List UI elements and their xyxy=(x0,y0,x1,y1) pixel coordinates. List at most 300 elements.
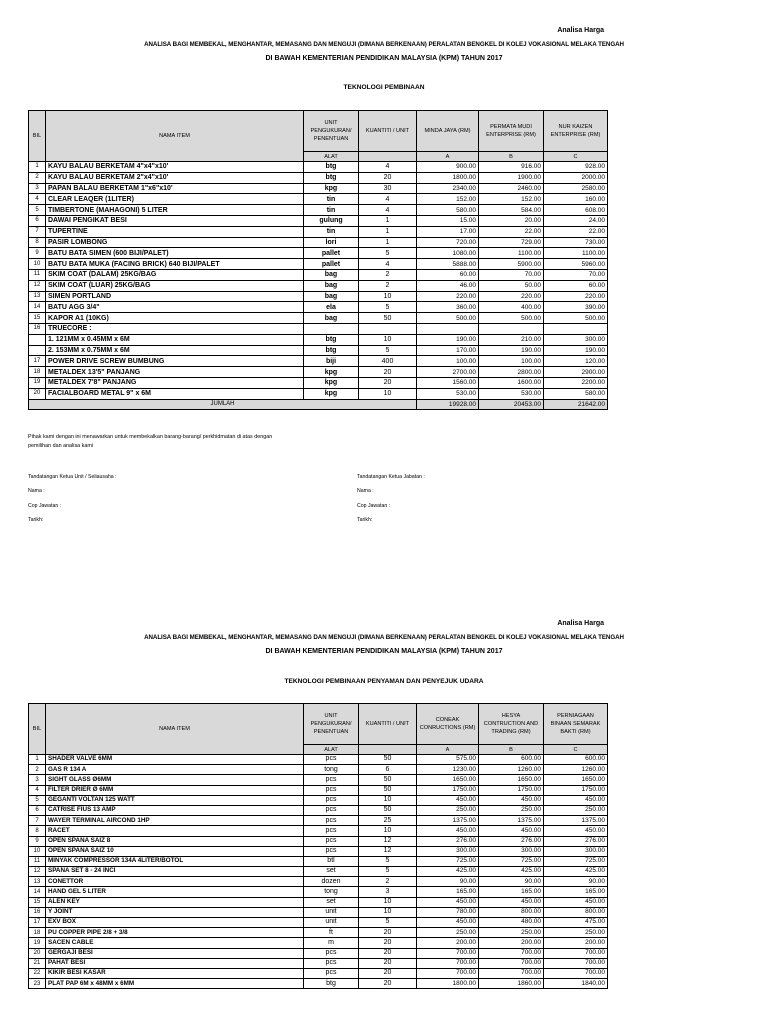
sign-left-nama: Nama : xyxy=(28,488,45,494)
row-qty: 20 xyxy=(359,938,417,948)
row-price-c: 220.00 xyxy=(544,291,608,302)
top-right-label: Analisa Harga xyxy=(557,27,604,34)
row-unit: btg xyxy=(304,172,359,183)
row-price-b: 50.00 xyxy=(479,280,544,291)
row-price-b: 480.00 xyxy=(479,918,544,928)
row-price-a: 190.00 xyxy=(417,334,479,345)
row-price-a: 450.00 xyxy=(417,897,479,907)
table-row xyxy=(29,856,608,866)
row-price-c xyxy=(544,323,608,334)
row-price-c: 725.00 xyxy=(544,856,608,866)
table-row xyxy=(29,183,608,194)
row-item-name: 2. 153MM x 0.75MM x 6M xyxy=(46,345,304,356)
row-qty: 2 xyxy=(359,877,417,887)
row-qty: 10 xyxy=(359,907,417,917)
row-bil: 3 xyxy=(29,775,46,785)
row-item-name: KIKIR BESI KASAR xyxy=(46,968,304,978)
row-price-b: 2460.00 xyxy=(479,183,544,194)
table-row xyxy=(29,877,608,887)
sign-right-nama: Nama : xyxy=(357,488,374,494)
table-row xyxy=(29,302,608,313)
row-price-c: 928.00 xyxy=(544,162,608,173)
row-bil: 1 xyxy=(29,755,46,765)
row-bil: 10 xyxy=(29,846,46,856)
row-price-a: 220.00 xyxy=(417,291,479,302)
row-price-c: 276.00 xyxy=(544,836,608,846)
table-row xyxy=(29,248,608,259)
row-bil: 1 xyxy=(29,162,46,173)
row-unit: dozen xyxy=(304,877,359,887)
row-price-b: 400.00 xyxy=(479,302,544,313)
row-unit: kpg xyxy=(304,367,359,378)
row-bil: 18 xyxy=(29,367,46,378)
row-qty: 1 xyxy=(359,215,417,226)
row-item-name: 1. 121MM x 0.45MM x 6M xyxy=(46,334,304,345)
price-table-2 xyxy=(28,703,608,989)
row-item-name: CLEAR LEAQER (1LITER) xyxy=(46,194,304,205)
row-item-name: POWER DRIVE SCREW BUMBUNG xyxy=(46,356,304,367)
row-price-c: 250.00 xyxy=(544,805,608,815)
row-unit: pallet xyxy=(304,259,359,270)
row-unit: ft xyxy=(304,928,359,938)
row-qty: 20 xyxy=(359,377,417,388)
row-price-b: 916.00 xyxy=(479,162,544,173)
row-qty: 10 xyxy=(359,334,417,345)
t2-col-supplier-a: CONEAK CONRUCTIONS (RM) xyxy=(417,704,479,745)
row-bil: 13 xyxy=(29,877,46,887)
row-price-a: 1080.00 xyxy=(417,248,479,259)
row-price-a: 450.00 xyxy=(417,918,479,928)
row-item-name: OPEN SPANA SAIZ 10 xyxy=(46,846,304,856)
row-price-a: 580.00 xyxy=(417,205,479,216)
row-bil: 10 xyxy=(29,259,46,270)
row-price-c: 300.00 xyxy=(544,846,608,856)
row-qty: 1 xyxy=(359,226,417,237)
row-item-name: FILTER DRIER Ø 6MM xyxy=(46,785,304,795)
row-item-name: Y JOINT xyxy=(46,907,304,917)
row-bil: 14 xyxy=(29,302,46,313)
table-row xyxy=(29,795,608,805)
table-row xyxy=(29,755,608,765)
row-price-c: 580.00 xyxy=(544,388,608,399)
row-unit: pcs xyxy=(304,785,359,795)
table-row xyxy=(29,816,608,826)
row-unit: kpg xyxy=(304,388,359,399)
t2-col-bil: BIL xyxy=(29,704,46,755)
row-bil: 4 xyxy=(29,785,46,795)
row-price-c: 1750.00 xyxy=(544,785,608,795)
row-price-b: 20.00 xyxy=(479,215,544,226)
row-price-c: 700.00 xyxy=(544,948,608,958)
row-price-b: 100.00 xyxy=(479,356,544,367)
row-price-b: 800.00 xyxy=(479,907,544,917)
table-row xyxy=(29,826,608,836)
total-b: 20453.00 xyxy=(479,399,544,410)
row-price-a: 165.00 xyxy=(417,887,479,897)
total-c: 21642.00 xyxy=(544,399,608,410)
row-price-b: 1860.00 xyxy=(479,979,544,989)
row-price-b: 500.00 xyxy=(479,313,544,324)
table-row xyxy=(29,215,608,226)
sign-right-tarikh: Tarikh: xyxy=(357,517,373,523)
row-unit: bag xyxy=(304,269,359,280)
row-unit: bag xyxy=(304,313,359,324)
row-item-name: OPEN SPANA SAIZ 8 xyxy=(46,836,304,846)
row-unit: pcs xyxy=(304,968,359,978)
row-price-c: 70.00 xyxy=(544,269,608,280)
row-item-name: PU COPPER PIPE 2/8 + 3/8 xyxy=(46,928,304,938)
row-price-a: 1230.00 xyxy=(417,765,479,775)
table-row xyxy=(29,948,608,958)
table-row xyxy=(29,785,608,795)
table-2-body xyxy=(29,755,608,989)
row-qty: 5 xyxy=(359,856,417,866)
row-qty: 5 xyxy=(359,345,417,356)
table-row xyxy=(29,194,608,205)
row-price-a: 900.00 xyxy=(417,162,479,173)
row-item-name: ALEN KEY xyxy=(46,897,304,907)
row-price-b: 1100.00 xyxy=(479,248,544,259)
row-qty: 20 xyxy=(359,979,417,989)
row-item-name: SKIM COAT (DALAM) 25KG/BAG xyxy=(46,269,304,280)
table-row xyxy=(29,897,608,907)
row-unit: set xyxy=(304,867,359,877)
row-item-name: SIGHT GLASS Ø6MM xyxy=(46,775,304,785)
row-price-c: 120.00 xyxy=(544,356,608,367)
row-price-b: 152.00 xyxy=(479,194,544,205)
table-row xyxy=(29,388,608,399)
row-bil: 16 xyxy=(29,907,46,917)
t2-col-a-code: A xyxy=(417,745,479,755)
table-row xyxy=(29,805,608,815)
sign-right-cop: Cop Jawatan : xyxy=(357,503,391,509)
table-row xyxy=(29,237,608,248)
row-qty: 50 xyxy=(359,775,417,785)
row-price-c: 250.00 xyxy=(544,928,608,938)
row-unit: bag xyxy=(304,280,359,291)
col-supplier-b: PERMATA MUDI ENTERPRISE (RM) xyxy=(479,111,544,152)
row-unit: pcs xyxy=(304,836,359,846)
row-item-name: KAPOR A1 (10KG) xyxy=(46,313,304,324)
row-price-a: 100.00 xyxy=(417,356,479,367)
row-qty: 4 xyxy=(359,205,417,216)
row-qty: 20 xyxy=(359,928,417,938)
row-item-name: FACIALBOARD METAL 9" x 6M xyxy=(46,388,304,399)
row-bil: 7 xyxy=(29,816,46,826)
row-price-a: 2700.00 xyxy=(417,367,479,378)
table-row xyxy=(29,846,608,856)
sign-left-cop: Cop Jawatan : xyxy=(28,503,62,509)
row-price-b: 210.00 xyxy=(479,334,544,345)
row-unit: pcs xyxy=(304,795,359,805)
row-price-b: 450.00 xyxy=(479,826,544,836)
row-price-a: 1800.00 xyxy=(417,979,479,989)
row-bil: 20 xyxy=(29,388,46,399)
row-price-b: 190.00 xyxy=(479,345,544,356)
row-unit: btg xyxy=(304,162,359,173)
row-price-a xyxy=(417,323,479,334)
row-price-c: 2200.00 xyxy=(544,377,608,388)
table-row xyxy=(29,836,608,846)
row-price-c: 500.00 xyxy=(544,313,608,324)
row-item-name: MINYAK COMPRESSOR 134A 4LITER/BOTOL xyxy=(46,856,304,866)
row-price-b: 425.00 xyxy=(479,867,544,877)
col-c-code: C xyxy=(544,152,608,162)
row-qty: 10 xyxy=(359,291,417,302)
row-bil: 19 xyxy=(29,377,46,388)
row-bil: 4 xyxy=(29,194,46,205)
row-unit: pcs xyxy=(304,775,359,785)
row-item-name: SPANA SET 8 - 24 INCI xyxy=(46,867,304,877)
row-item-name: TRUECORE : xyxy=(46,323,304,334)
row-item-name: SKIM COAT (LUAR) 25KG/BAG xyxy=(46,280,304,291)
row-qty: 30 xyxy=(359,183,417,194)
row-price-a: 725.00 xyxy=(417,856,479,866)
row-qty: 20 xyxy=(359,968,417,978)
row-qty: 2 xyxy=(359,280,417,291)
row-unit: set xyxy=(304,897,359,907)
col-kuantiti: KUANTITI / UNIT xyxy=(359,111,417,152)
row-item-name: PLAT PAP 6M x 48MM x 6MM xyxy=(46,979,304,989)
row-qty: 10 xyxy=(359,826,417,836)
row-qty: 4 xyxy=(359,162,417,173)
table-row xyxy=(29,162,608,173)
row-price-b: 700.00 xyxy=(479,958,544,968)
table-row xyxy=(29,907,608,917)
row-qty: 50 xyxy=(359,805,417,815)
col-supplier-c: NUR KAIZEN ENTERPRISE (RM) xyxy=(544,111,608,152)
row-item-name: PAPAN BALAU BERKETAM 1"x6"x10' xyxy=(46,183,304,194)
row-price-b: 725.00 xyxy=(479,856,544,866)
row-item-name: CONETTOR xyxy=(46,877,304,887)
row-price-c: 24.00 xyxy=(544,215,608,226)
row-unit: pcs xyxy=(304,826,359,836)
row-item-name: PAHAT BESI xyxy=(46,958,304,968)
table-row xyxy=(29,979,608,989)
row-unit: pcs xyxy=(304,805,359,815)
table-row xyxy=(29,938,608,948)
row-qty: 4 xyxy=(359,194,417,205)
row-unit: btg xyxy=(304,334,359,345)
row-price-c: 300.00 xyxy=(544,334,608,345)
table-row xyxy=(29,775,608,785)
row-price-b: 250.00 xyxy=(479,805,544,815)
row-item-name: CATRISE FIUS 13 AMP xyxy=(46,805,304,815)
row-price-b: 220.00 xyxy=(479,291,544,302)
t2-col-supplier-b: HESYA CONTRUCTION AND TRADING (RM) xyxy=(479,704,544,745)
row-price-a: 1800.00 xyxy=(417,172,479,183)
row-qty: 3 xyxy=(359,887,417,897)
row-price-a: 170.00 xyxy=(417,345,479,356)
total-a: 19928.00 xyxy=(417,399,479,410)
row-unit: btg xyxy=(304,345,359,356)
offer-note-line1: Pihak kami dengan ini menawarkan untuk membekalkan barang-barang/ perkhidmatan di atas dengan xyxy=(28,434,273,440)
row-item-name: SACEN CABLE xyxy=(46,938,304,948)
sign-left-tarikh: Tarikh: xyxy=(28,517,44,523)
col-bil: BIL xyxy=(29,111,46,162)
row-item-name: DAWAI PENGIKAT BESI xyxy=(46,215,304,226)
doc-title-line1: ANALISA BAGI MEMBEKAL, MENGHANTAR, MEMASANG DAN MENGUJI (DIMANA BERKENAAN) PERALATAN BENGKEL DI KOLEJ VOKASIONAL MELAKA TENGAH xyxy=(144,41,624,48)
doc2-title-line2: DI BAWAH KEMENTERIAN PENDIDIKAN MALAYSIA (KPM) TAHUN 2017 xyxy=(265,648,503,655)
row-unit: gulung xyxy=(304,215,359,226)
row-item-name: GAS R 134 A xyxy=(46,765,304,775)
row-unit: pcs xyxy=(304,816,359,826)
row-price-a: 700.00 xyxy=(417,968,479,978)
row-price-a: 530.00 xyxy=(417,388,479,399)
row-price-b: 70.00 xyxy=(479,269,544,280)
offer-note-line2: pemilihan dan analisa kami xyxy=(28,443,94,449)
row-bil: 20 xyxy=(29,948,46,958)
row-price-a: 1375.00 xyxy=(417,816,479,826)
row-qty: 25 xyxy=(359,816,417,826)
row-price-a: 300.00 xyxy=(417,846,479,856)
row-price-c: 22.00 xyxy=(544,226,608,237)
row-bil: 17 xyxy=(29,356,46,367)
row-qty: 6 xyxy=(359,765,417,775)
row-bil xyxy=(29,334,46,345)
row-price-b: 700.00 xyxy=(479,968,544,978)
row-item-name: BATU AGG 3/4" xyxy=(46,302,304,313)
row-price-c: 1840.00 xyxy=(544,979,608,989)
row-price-b: 22.00 xyxy=(479,226,544,237)
row-price-a: 700.00 xyxy=(417,958,479,968)
row-item-name: PASIR LOMBONG xyxy=(46,237,304,248)
row-price-b: 300.00 xyxy=(479,846,544,856)
t2-col-nama-item: NAMA ITEM xyxy=(46,704,304,755)
row-price-a: 250.00 xyxy=(417,928,479,938)
row-price-c: 1375.00 xyxy=(544,816,608,826)
table-row xyxy=(29,269,608,280)
row-price-a: 425.00 xyxy=(417,867,479,877)
row-bil: 9 xyxy=(29,248,46,259)
row-unit: btg xyxy=(304,979,359,989)
row-price-c: 730.00 xyxy=(544,237,608,248)
table-row xyxy=(29,205,608,216)
row-price-a: 700.00 xyxy=(417,948,479,958)
row-unit: unit xyxy=(304,907,359,917)
row-bil: 5 xyxy=(29,795,46,805)
row-price-b: 729.00 xyxy=(479,237,544,248)
col-alat: ALAT xyxy=(304,152,359,162)
row-qty: 50 xyxy=(359,785,417,795)
row-bil: 12 xyxy=(29,867,46,877)
row-bil: 8 xyxy=(29,826,46,836)
table-row xyxy=(29,928,608,938)
row-item-name: WAYER TERMINAL AIRCOND 1HP xyxy=(46,816,304,826)
table-row xyxy=(29,958,608,968)
total-label: JUMLAH xyxy=(29,399,417,410)
t2-col-b-code: B xyxy=(479,745,544,755)
row-price-b: 1900.00 xyxy=(479,172,544,183)
row-qty: 2 xyxy=(359,269,417,280)
row-bil: 16 xyxy=(29,323,46,334)
t2-col-c-code: C xyxy=(544,745,608,755)
doc2-title-line1: ANALISA BAGI MEMBEKAL, MENGHANTAR, MEMASANG DAN MENGUJI (DIMANA BERKENAAN) PERALATAN BENGKEL DI KOLEJ VOKASIONAL MELAKA TENGAH xyxy=(144,634,624,641)
row-unit: pcs xyxy=(304,948,359,958)
t2-col-alat: ALAT xyxy=(304,745,359,755)
row-unit: bag xyxy=(304,291,359,302)
price-analysis-page-2 xyxy=(0,612,768,1024)
row-price-b: 5900.00 xyxy=(479,259,544,270)
table-row xyxy=(29,367,608,378)
row-bil: 12 xyxy=(29,280,46,291)
col-a-code: A xyxy=(417,152,479,162)
row-price-a: 1560.00 xyxy=(417,377,479,388)
t2-col-kuantiti: KUANTITI / UNIT xyxy=(359,704,417,745)
row-unit: tin xyxy=(304,226,359,237)
row-item-name: KAYU BALAU BERKETAM 4"x4"x10' xyxy=(46,162,304,173)
row-bil: 2 xyxy=(29,172,46,183)
row-price-c: 800.00 xyxy=(544,907,608,917)
table-row xyxy=(29,968,608,978)
row-unit: tong xyxy=(304,887,359,897)
row-price-a: 1650.00 xyxy=(417,775,479,785)
row-price-b: 450.00 xyxy=(479,897,544,907)
row-item-name: TIMBERTONE (MAHAGONI) 5 LITER xyxy=(46,205,304,216)
row-price-c: 600.00 xyxy=(544,755,608,765)
row-bil: 23 xyxy=(29,979,46,989)
row-price-c: 200.00 xyxy=(544,938,608,948)
row-qty: 5 xyxy=(359,918,417,928)
col-qty-blank xyxy=(359,152,417,162)
row-price-a: 60.00 xyxy=(417,269,479,280)
row-price-c: 5960.00 xyxy=(544,259,608,270)
row-bil: 8 xyxy=(29,237,46,248)
row-price-b: 530.00 xyxy=(479,388,544,399)
row-price-c: 450.00 xyxy=(544,897,608,907)
col-b-code: B xyxy=(479,152,544,162)
row-qty: 50 xyxy=(359,313,417,324)
row-qty: 10 xyxy=(359,897,417,907)
total-row xyxy=(29,399,608,410)
row-bil: 7 xyxy=(29,226,46,237)
row-price-a: 5888.00 xyxy=(417,259,479,270)
table-row xyxy=(29,313,608,324)
col-supplier-a: MINDA JAYA (RM) xyxy=(417,111,479,152)
t2-col-unit: UNIT PENGUKURAN/ PENENTUAN xyxy=(304,704,359,745)
row-price-c: 425.00 xyxy=(544,867,608,877)
table-row xyxy=(29,867,608,877)
row-price-a: 15.00 xyxy=(417,215,479,226)
row-bil xyxy=(29,345,46,356)
row-item-name: METALDEX 7'8" PANJANG xyxy=(46,377,304,388)
row-price-c: 450.00 xyxy=(544,795,608,805)
row-unit: tong xyxy=(304,765,359,775)
row-bil: 15 xyxy=(29,313,46,324)
price-table-1 xyxy=(28,110,608,410)
row-price-c: 475.00 xyxy=(544,918,608,928)
row-qty: 10 xyxy=(359,388,417,399)
row-bil: 3 xyxy=(29,183,46,194)
row-price-c: 60.00 xyxy=(544,280,608,291)
row-price-b: 90.00 xyxy=(479,877,544,887)
row-price-c: 700.00 xyxy=(544,958,608,968)
row-bil: 2 xyxy=(29,765,46,775)
table-row xyxy=(29,356,608,367)
row-price-c: 160.00 xyxy=(544,194,608,205)
row-bil: 21 xyxy=(29,958,46,968)
row-unit: pallet xyxy=(304,248,359,259)
doc2-subject-title: TEKNOLOGI PEMBINAAN PENYAMAN DAN PENYEJUK UDARA xyxy=(284,678,484,685)
row-qty xyxy=(359,323,417,334)
row-qty: 10 xyxy=(359,795,417,805)
table-row xyxy=(29,280,608,291)
row-price-a: 90.00 xyxy=(417,877,479,887)
row-price-a: 720.00 xyxy=(417,237,479,248)
row-price-c: 1260.00 xyxy=(544,765,608,775)
table-row xyxy=(29,259,608,270)
row-price-c: 1650.00 xyxy=(544,775,608,785)
